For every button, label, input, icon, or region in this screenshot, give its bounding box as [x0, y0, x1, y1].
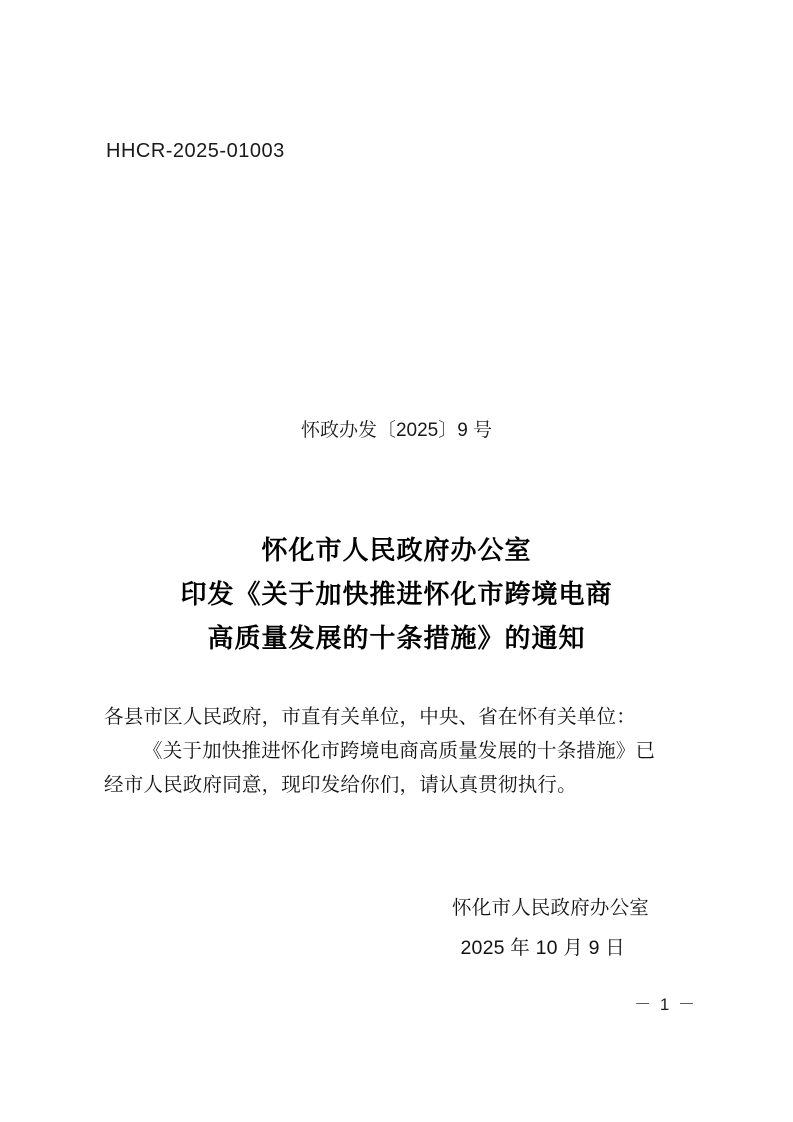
body-paragraph-line-1: 《关于加快推进怀化市跨境电商高质量发展的十条措施》已: [143, 740, 656, 762]
salutation: 各县市区人民政府，市直有关单位，中央、省在怀有关单位：: [104, 706, 636, 728]
document-code: HHCR-2025-01003: [106, 140, 285, 162]
body-paragraph-line-2: 经市人民政府同意，现印发给你们，请认真贯彻执行。: [104, 774, 577, 796]
document-number: 怀政办发〔2025〕9 号: [300, 420, 493, 441]
document-body: [104, 700, 697, 802]
document-title: [100, 528, 693, 660]
title-line-1: 怀化市人民政府办公室: [261, 535, 532, 565]
signature-organization: 怀化市人民政府办公室: [451, 897, 649, 919]
signature-date: 2025 年 10 月 9 日: [460, 937, 625, 959]
title-line-3: 高质量发展的十条措施》的通知: [207, 623, 586, 653]
page-number: － 1 －: [634, 995, 697, 1014]
signature-block: [0, 888, 685, 968]
title-line-2: 印发《关于加快推进怀化市跨境电商: [180, 579, 613, 609]
